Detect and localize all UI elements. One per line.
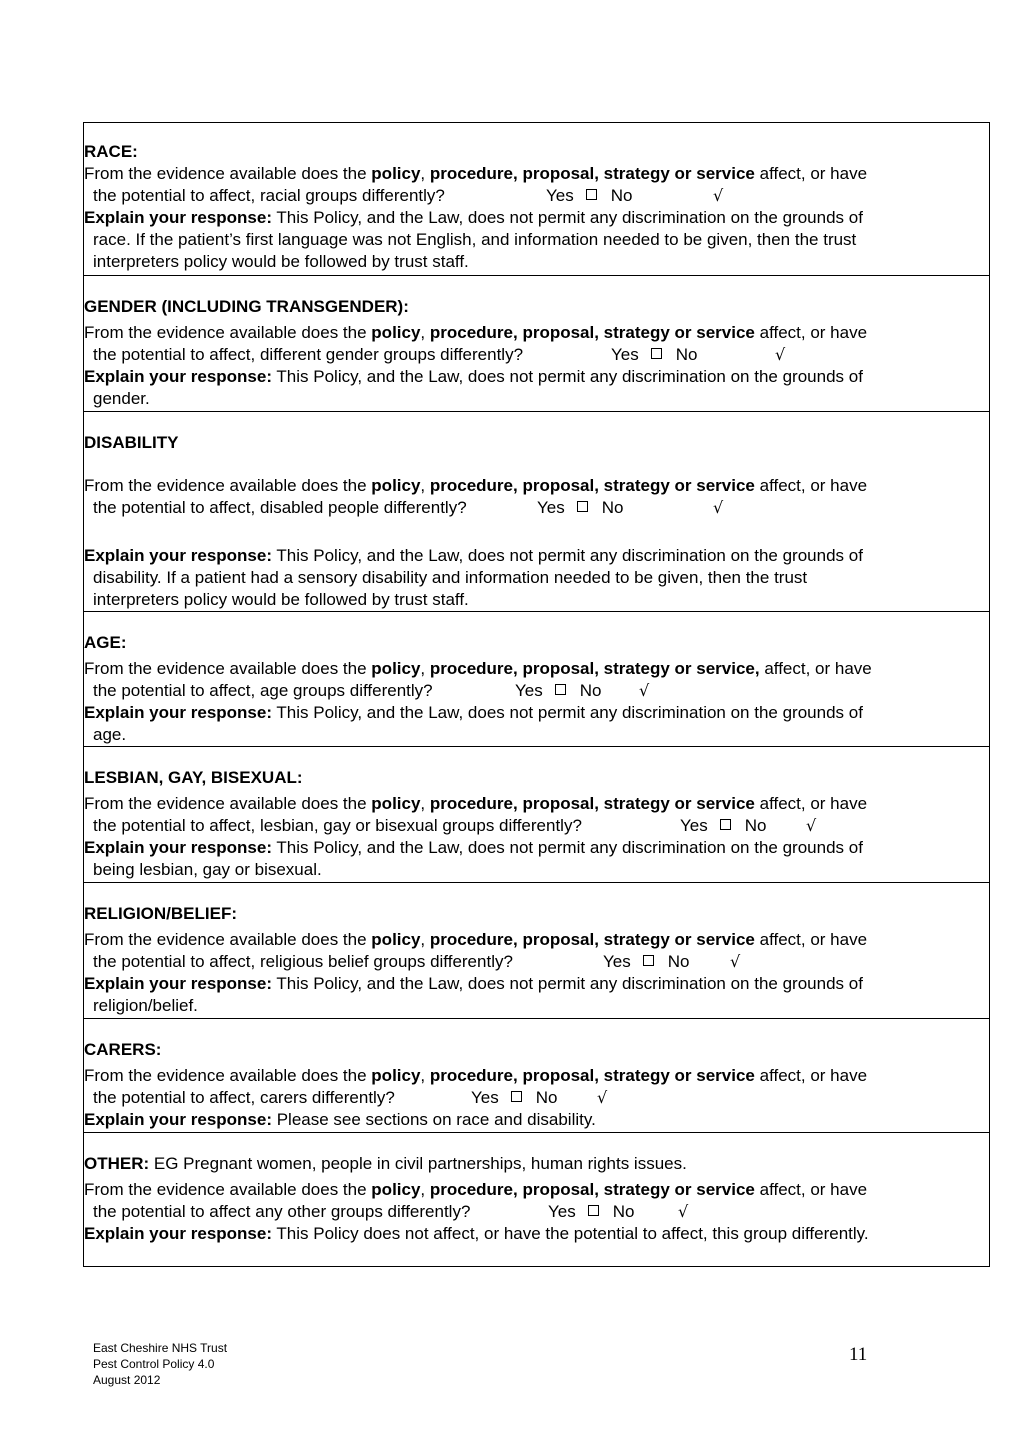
section-disability: DISABILITY From the evidence available does the policy, procedure, proposal, strategy or service affect, or have the potential to affect, disabled people differently? Yes No √ Explain your response: This Policy, and the Law, does not permit any discrimination on the grounds of disability. If a patient had a sensory disability and information needed to be given, then the trust interpreters policy would be followed by trust staff. — [84, 411, 989, 611]
yes-checkbox — [588, 1205, 599, 1216]
tick-icon: √ — [806, 816, 817, 835]
section-title: OTHER: EG Pregnant women, people in civil partnerships, human rights issues. — [84, 1154, 687, 1173]
yes-checkbox — [651, 348, 662, 359]
tick-icon: √ — [775, 345, 786, 364]
footer-doc: Pest Control Policy 4.0 — [93, 1357, 215, 1371]
yes-checkbox — [511, 1091, 522, 1102]
question-line-2: the potential to affect any other groups differently? Yes No √ — [93, 1202, 689, 1221]
question-line-2: the potential to affect, disabled people differently? Yes No √ — [93, 498, 724, 517]
section-title: LESBIAN, GAY, BISEXUAL: — [84, 768, 303, 787]
question-line-2: the potential to affect, religious belief groups differently? Yes No √ — [93, 952, 741, 971]
yes-checkbox — [555, 684, 566, 695]
tick-icon: √ — [678, 1202, 689, 1221]
tick-icon: √ — [730, 952, 741, 971]
explain-line: Explain your response: This Policy, and the Law, does not permit any discrimination on the grounds of — [84, 208, 863, 227]
explain-line: Explain your response: This Policy, and the Law, does not permit any discrimination on the grounds of — [84, 838, 863, 857]
no-label: No — [610, 186, 633, 205]
section-title: CARERS: — [84, 1040, 162, 1059]
section-gender: GENDER (INCLUDING TRANSGENDER): From the evidence available does the policy, procedure, proposal, strategy or service affect, or have the potential to affect, different gender groups differently? Yes No √ Explain your response: This Policy, and the Law, does not permit any discrimination on the grounds of gender. — [84, 275, 989, 411]
section-lesbian-gay-bisexual: LESBIAN, GAY, BISEXUAL: From the evidence available does the policy, procedure, proposal, strategy or service affect, or have the potential to affect, lesbian, gay or bisexual groups differently? Yes No √ Explain your response: This Policy, and the Law, does not permit any discrimination on the grounds of being lesbian, gay or bisexual. — [84, 746, 989, 882]
equality-impact-table — [83, 122, 990, 1267]
footer-org: East Cheshire NHS Trust — [93, 1341, 228, 1355]
explain-line: Explain your response: This Policy, and the Law, does not permit any discrimination on the grounds of — [84, 703, 863, 722]
question-line: From the evidence available does the policy, procedure, proposal, strategy or service, affect, or have — [84, 659, 872, 678]
yes-checkbox — [643, 955, 654, 966]
section-age: AGE: From the evidence available does the policy, procedure, proposal, strategy or service, affect, or have the potential to affect, age groups differently? Yes No √ Explain your response: This Policy, and the Law, does not permit any discrimination on the grounds of age. — [84, 611, 989, 746]
explain-line: Explain your response: This Policy, and the Law, does not permit any discrimination on the grounds of — [84, 367, 863, 386]
question-line-2: the potential to affect, lesbian, gay or bisexual groups differently? Yes No √ — [93, 816, 817, 835]
section-title: DISABILITY — [84, 433, 179, 452]
section-race: RACE: From the evidence available does the policy, procedure, proposal, strategy or service affect, or have the potential to affect, racial groups differently? Yes No √ Explain your response: This Policy, and the Law, does not permit any discrimination on the grounds of race. If the patient’s first language was not English, and information needed to be given, then the trust interpreters policy would be followed by trust staff. — [84, 123, 989, 275]
question-line: From the evidence available does the policy, procedure, proposal, strategy or service affect, or have — [84, 930, 868, 949]
footer — [93, 1340, 227, 1388]
explain-line: Explain your response: This Policy, and the Law, does not permit any discrimination on the grounds of — [84, 974, 863, 993]
question-line-2: the potential to affect, carers differently? Yes No √ — [93, 1088, 608, 1107]
tick-icon: √ — [639, 681, 650, 700]
yes-checkbox — [720, 819, 731, 830]
question-line: From the evidence available does the policy, procedure, proposal, strategy or service affect, or have — [84, 164, 868, 183]
section-other — [84, 1132, 989, 1266]
question-line: From the evidence available does the policy, procedure, proposal, strategy or service affect, or have — [84, 1066, 868, 1085]
question-line: From the evidence available does the policy, procedure, proposal, strategy or service affect, or have — [84, 794, 868, 813]
section-title: RELIGION/BELIEF: — [84, 904, 237, 923]
section-carers — [84, 1018, 989, 1132]
section-title: GENDER (INCLUDING TRANSGENDER): — [84, 297, 409, 316]
tick-icon: √ — [713, 498, 724, 517]
yes-checkbox — [577, 501, 588, 512]
yes-checkbox — [586, 189, 597, 200]
section-religion-belief: RELIGION/BELIEF: From the evidence available does the policy, procedure, proposal, strategy or service affect, or have the potential to affect, religious belief groups differently? Yes No √ Explain your response: This Policy, and the Law, does not permit any discrimination on the grounds of religion/belief. — [84, 882, 989, 1018]
question-line: From the evidence available does the policy, procedure, proposal, strategy or service affect, or have — [84, 1180, 868, 1199]
explain-line: Explain your response: Please see sections on race and disability. — [84, 1110, 596, 1129]
question-line-2: the potential to affect, racial groups differently? Yes No √ — [93, 186, 724, 205]
question-line: From the evidence available does the policy, procedure, proposal, strategy or service affect, or have — [84, 476, 868, 495]
footer-date: August 2012 — [93, 1373, 161, 1387]
explain-line: Explain your response: This Policy, and the Law, does not permit any discrimination on the grounds of — [84, 546, 863, 565]
explain-line: Explain your response: This Policy does not affect, or have the potential to affect, this group differently. — [84, 1224, 869, 1243]
question-line: From the evidence available does the policy, procedure, proposal, strategy or service affect, or have — [84, 323, 868, 342]
question-line-2: the potential to affect, different gender groups differently? Yes No √ — [93, 345, 786, 364]
tick-icon: √ — [597, 1088, 608, 1107]
page-number: 11 — [849, 1344, 868, 1365]
question-line-2: the potential to affect, age groups differently? Yes No √ — [93, 681, 650, 700]
tick-icon: √ — [713, 186, 724, 205]
section-title: AGE: — [84, 633, 127, 652]
yes-label: Yes — [546, 186, 574, 205]
section-title: RACE: — [84, 142, 138, 161]
